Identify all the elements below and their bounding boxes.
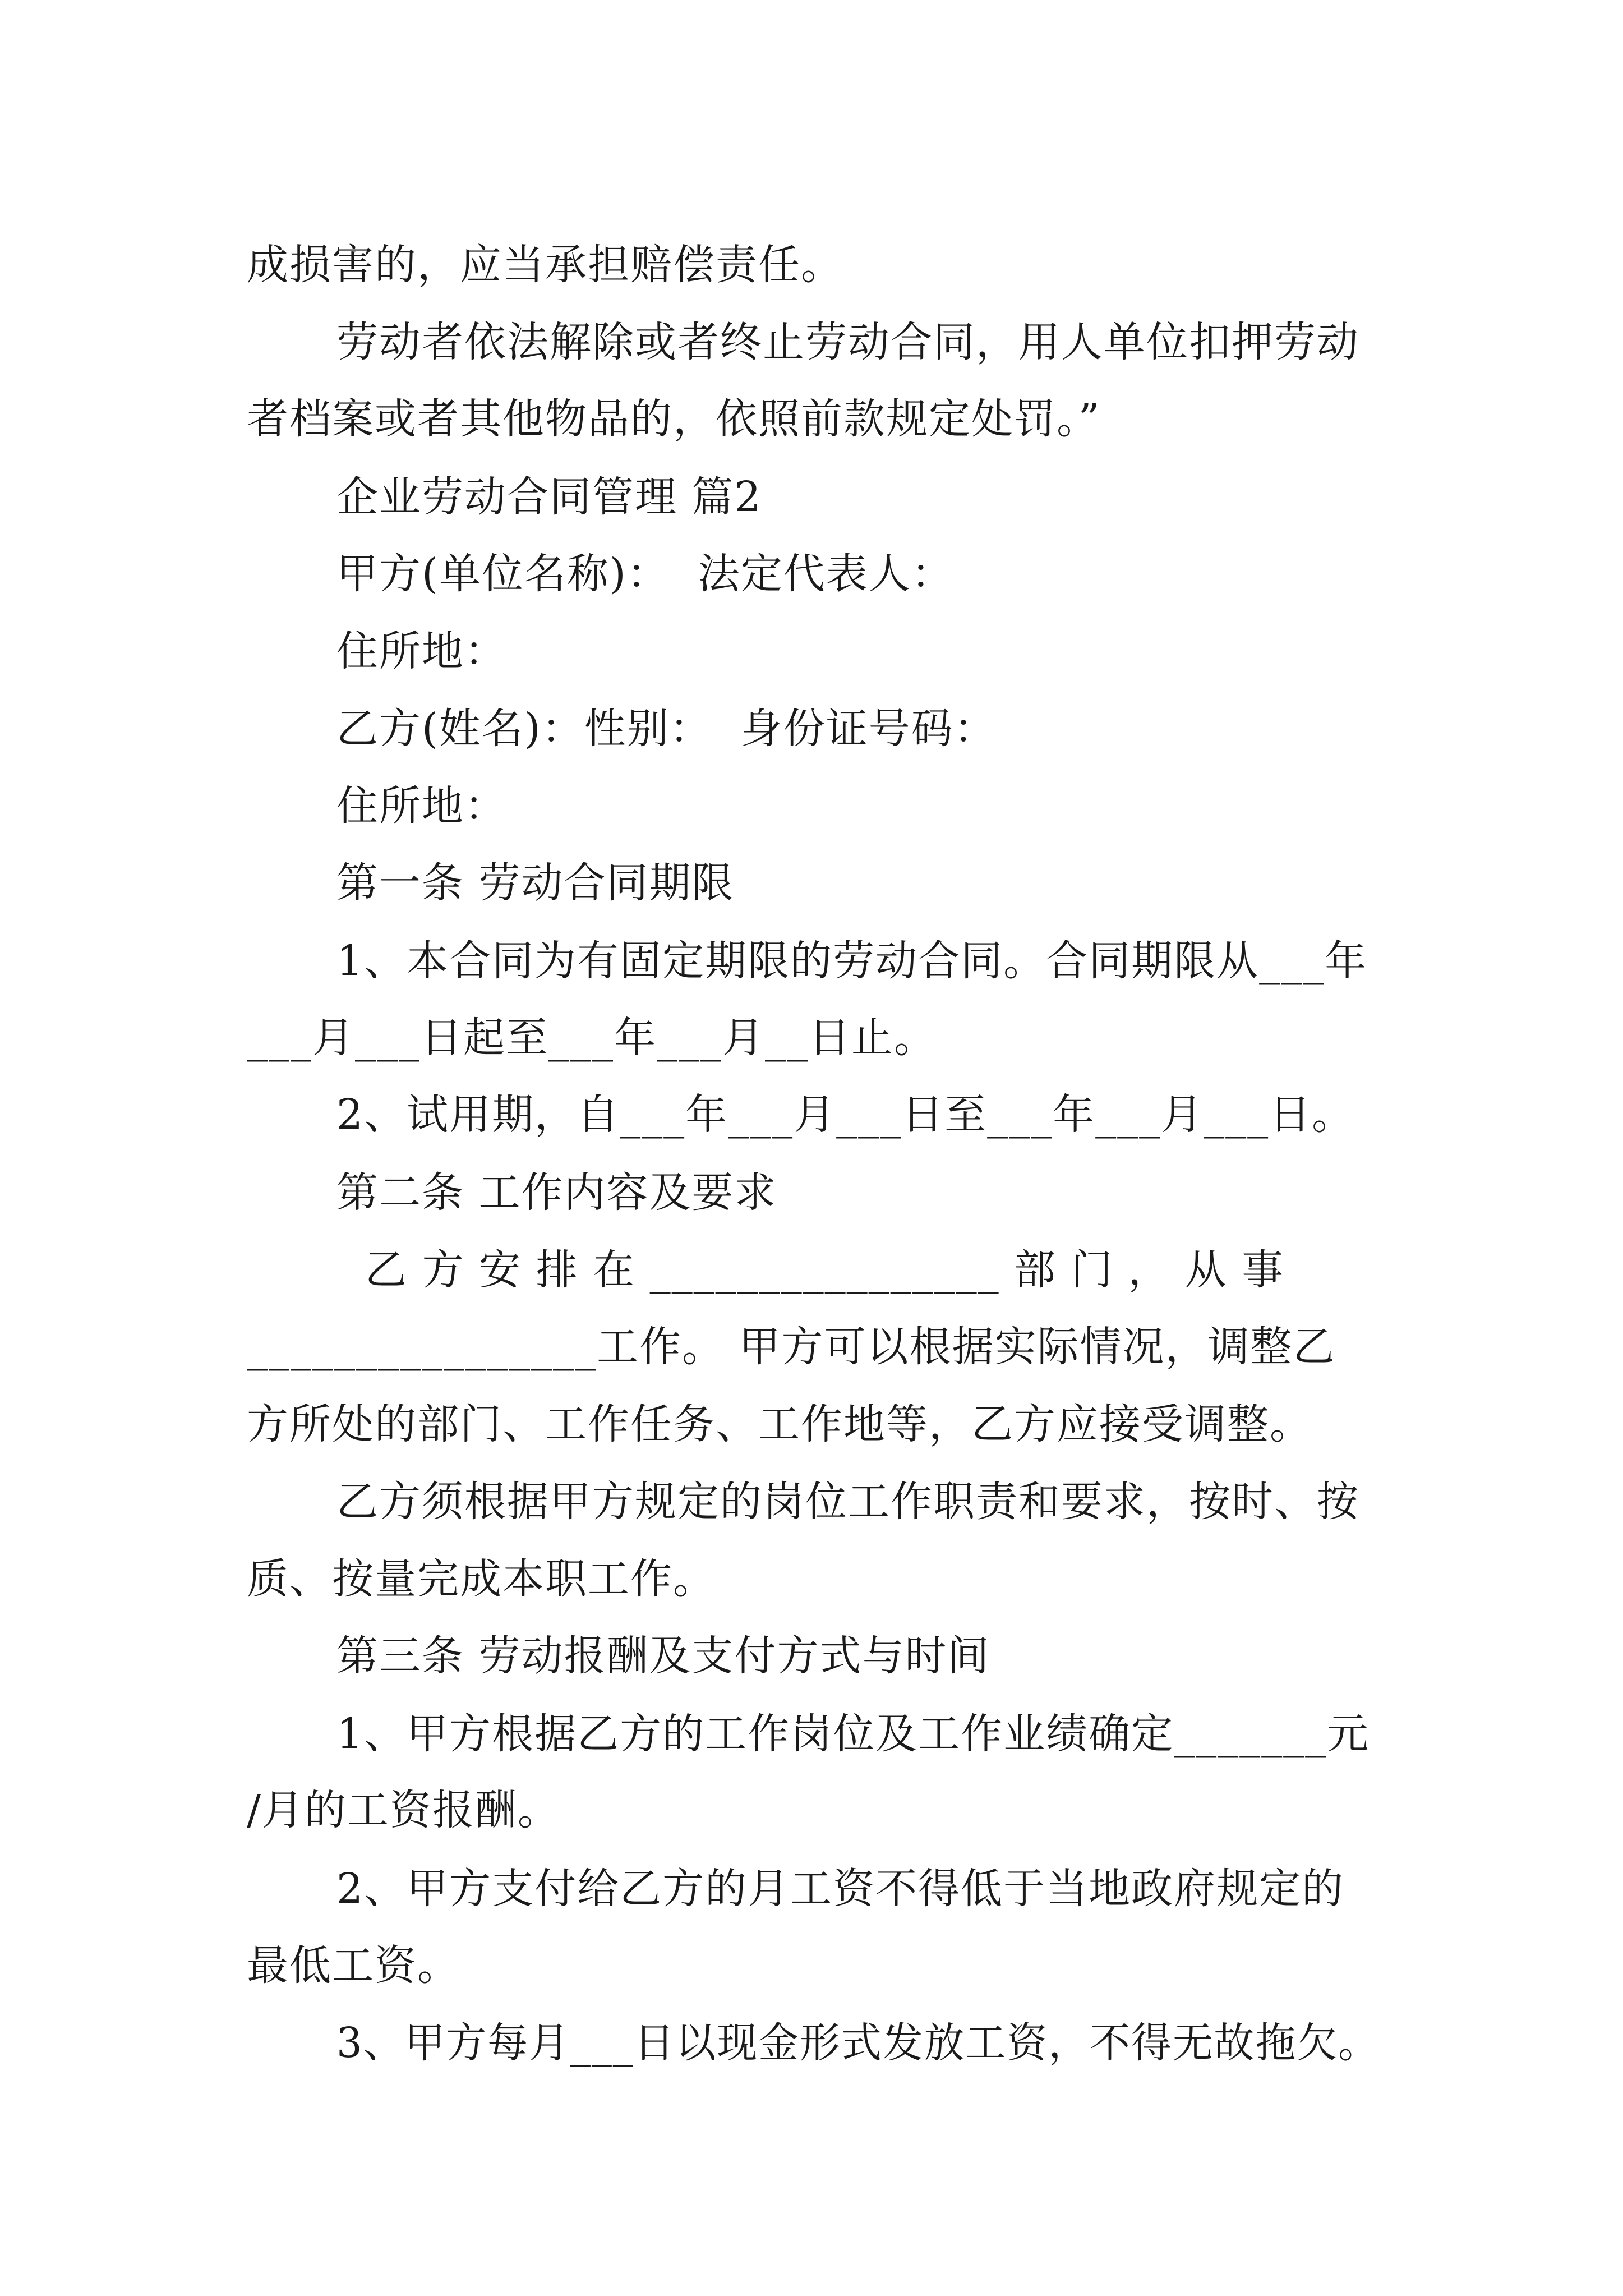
line-04: 企业劳动合同管理 篇2	[336, 473, 762, 521]
line-19: 第三条 劳动报酬及支付方式与时间	[336, 1632, 990, 1680]
line-14: 乙 方 安 排 在 ________________ 部 门 ， 从 事	[336, 1246, 1285, 1294]
line-20: 1、甲方根据乙方的工作岗位及工作业绩确定_______元	[336, 1710, 1370, 1758]
line-24: 3、甲方每月___日以现金形式发放工资，不得无故拖欠。	[336, 2019, 1380, 2067]
line-15: ________________工作。 甲方可以根据实际情况，调整乙	[247, 1323, 1336, 1371]
line-08: 住所地：	[336, 782, 507, 830]
line-22: 2、甲方支付给乙方的月工资不得低于当地政府规定的	[336, 1865, 1345, 1913]
line-12: 2、试用期，自___年___月___日至___年___月___日。	[336, 1091, 1355, 1139]
line-07: 乙方(姓名)：性别： 身份证号码：	[336, 705, 997, 753]
line-13: 第二条 工作内容及要求	[336, 1168, 777, 1217]
line-18: 质、按量完成本职工作。	[247, 1555, 716, 1603]
line-16: 方所处的部门、工作任务、工作地等，乙方应接受调整。	[247, 1400, 1312, 1448]
line-17: 乙方须根据甲方规定的岗位工作职责和要求，按时、按	[336, 1478, 1359, 1526]
line-23: 最低工资。	[247, 1941, 460, 1990]
line-03: 者档案或者其他物品的，依照前款规定处罚。”	[247, 395, 1101, 443]
line-10: 1、本合同为有固定期限的劳动合同。合同期限从___年	[336, 937, 1368, 985]
line-05: 甲方(单位名称)： 法定代表人：	[336, 550, 954, 598]
line-11: ___月___日起至___年___月__日止。	[247, 1014, 937, 1062]
line-21: /月的工资报酬。	[247, 1786, 560, 1834]
line-09: 第一条 劳动合同期限	[336, 859, 735, 907]
line-01: 成损害的，应当承担赔偿责任。	[247, 241, 843, 289]
line-06: 住所地：	[336, 627, 507, 675]
line-02: 劳动者依法解除或者终止劳动合同，用人单位扣押劳动	[336, 318, 1359, 366]
